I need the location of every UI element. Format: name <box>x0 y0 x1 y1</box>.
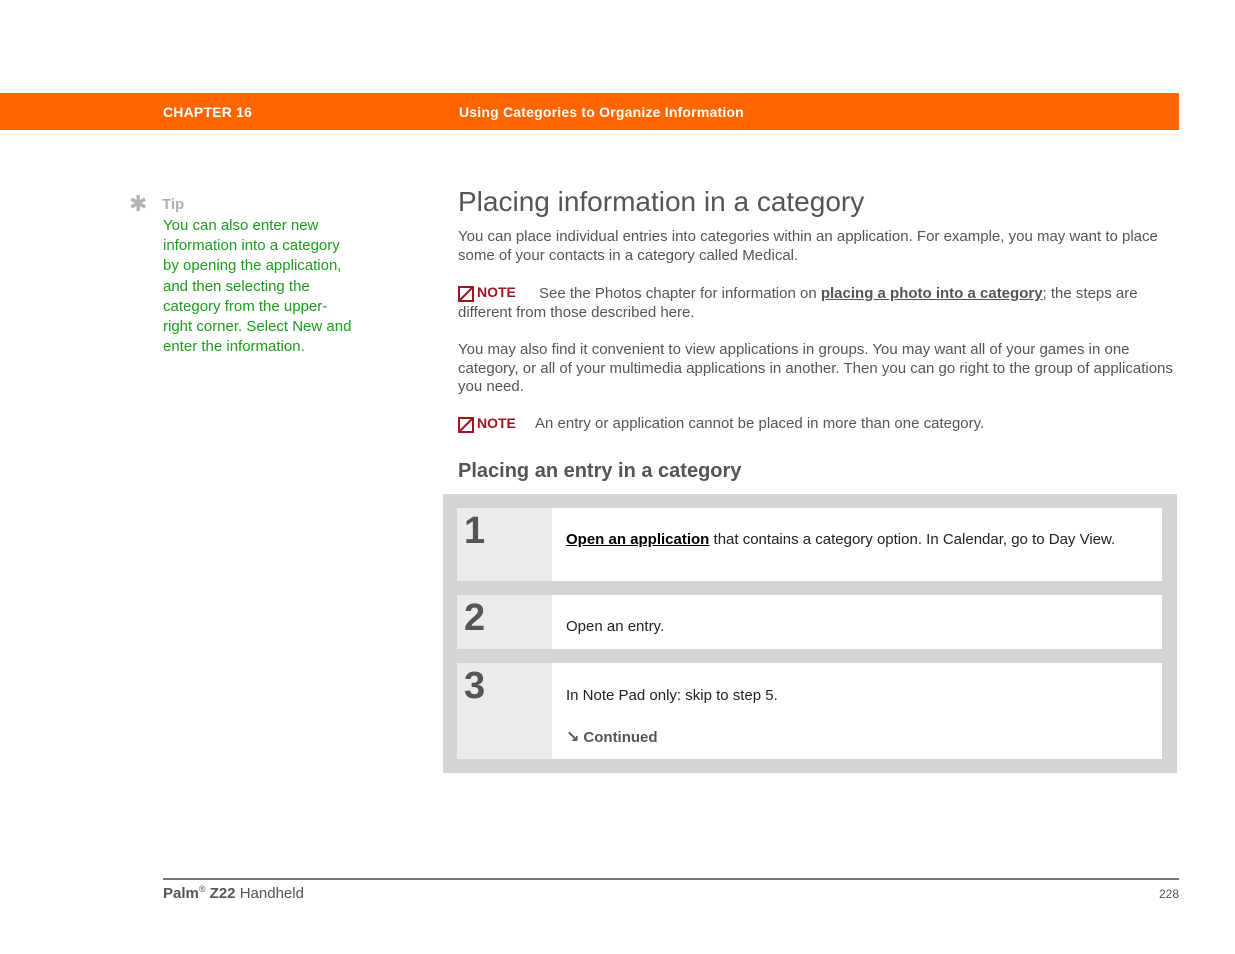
note-label: NOTE <box>477 415 516 431</box>
step-text <box>566 531 1146 550</box>
footer-divider <box>163 878 1179 880</box>
product-type: Handheld <box>239 885 304 902</box>
continued-indicator <box>566 727 658 747</box>
arrow-down-right-icon: ↘ <box>566 729 580 746</box>
note-text-after: ; the steps are different from those described here. <box>458 285 1138 321</box>
step-text-rest: that contains a category option. In Calendar, go to Day View. <box>709 531 1116 548</box>
step-text: Open an entry. <box>566 618 665 635</box>
tip-label: Tip <box>162 196 185 213</box>
chapter-title: Using Categories to Organize Information <box>459 104 744 120</box>
note-text <box>458 285 1180 322</box>
note-text-before: See the Photos chapter for information on <box>539 285 821 302</box>
step-number: 2 <box>464 597 486 639</box>
step-number-cell <box>457 508 552 581</box>
registered-mark: ® <box>198 884 206 894</box>
continued-label: Continued <box>583 729 658 746</box>
step-number: 1 <box>464 510 486 552</box>
step-number: 3 <box>464 665 486 707</box>
note-label: NOTE <box>477 284 516 300</box>
note-text: An entry or application cannot be placed in more than one category. <box>535 415 985 432</box>
step-number-cell <box>457 663 552 759</box>
open-application-link[interactable]: Open an application <box>566 531 710 548</box>
chapter-label: CHAPTER 16 <box>163 104 253 120</box>
page-number: 228 <box>1158 887 1179 901</box>
asterisk-icon: ✱ <box>129 191 148 216</box>
brand-name: Palm <box>163 885 199 902</box>
paragraph-groups: You may also find it convenient to view applications in groups. You may want all of your games in one category, or all of your multimedia applications in another. Then you can go right to the group of applications you need. <box>458 341 1173 395</box>
tip-text: You can also enter new information into a category by opening the application, and then selecting the category from the upper-right corner. Select New and enter the information. <box>163 217 352 356</box>
note-icon <box>458 417 474 433</box>
step-text: In Note Pad only: skip to step 5. <box>566 687 778 704</box>
photo-category-link[interactable]: placing a photo into a category <box>820 285 1043 302</box>
model-name: Z22 <box>209 885 236 902</box>
step-number-cell <box>457 595 552 649</box>
section-title: Placing an entry in a category <box>458 460 742 482</box>
footer-product <box>163 884 304 902</box>
intro-paragraph: You can place individual entries into categories within an application. For example, you may want to place some of your contacts in a category called Medical. <box>458 228 1158 264</box>
page-title: Placing information in a category <box>458 186 865 217</box>
